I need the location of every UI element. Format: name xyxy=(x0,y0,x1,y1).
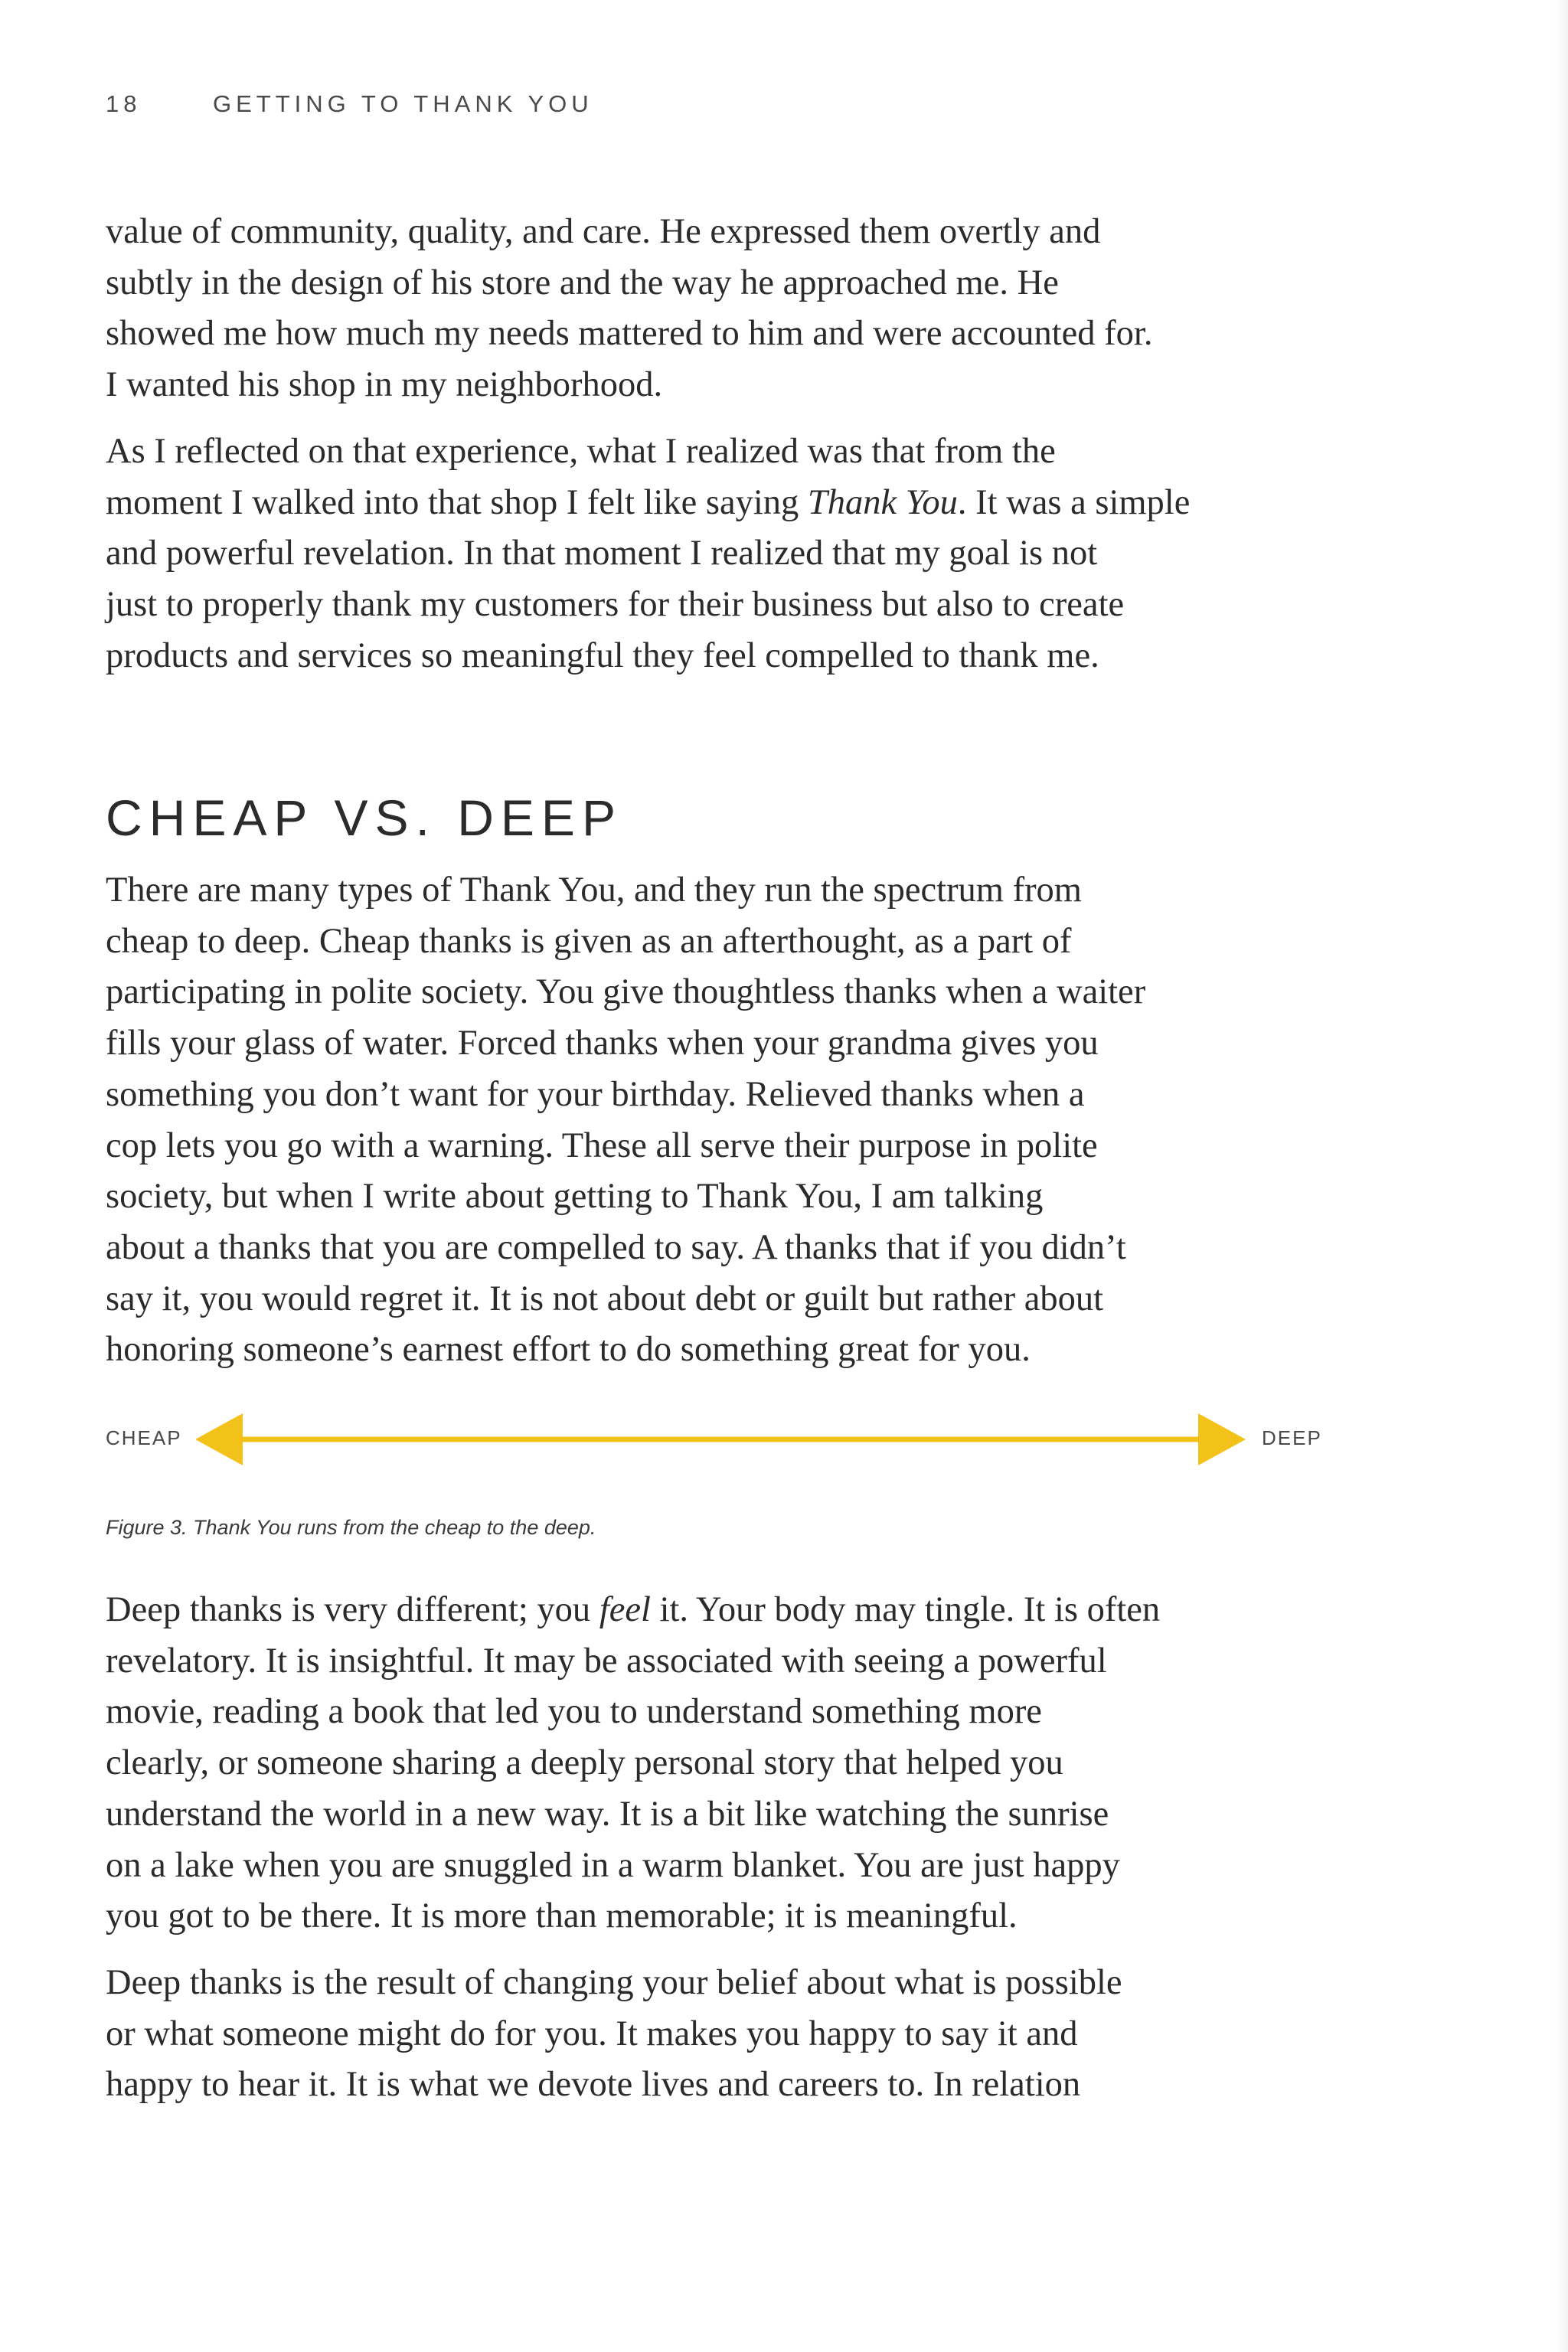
text-line: As I reflected on that experience, what I realized was that from the xyxy=(106,431,1056,471)
running-head xyxy=(106,90,593,118)
text-run: it. Your body may tingle. It is often xyxy=(650,1590,1161,1629)
text-line: you got to be there. It is more than memorable; it is meaningful. xyxy=(106,1896,1018,1936)
text-line xyxy=(106,478,1361,529)
text-line: cheap to deep. Cheap thanks is given as an afterthought, as a part of xyxy=(106,921,1072,961)
text-run: Deep thanks is very different; you xyxy=(106,1590,599,1629)
page-edge-shadow xyxy=(1554,0,1568,2352)
text-line: value of community, quality, and care. He expressed them overtly and xyxy=(106,212,1101,251)
text-line xyxy=(106,1585,1361,1636)
text-line: about a thanks that you are compelled to say. A thanks that if you didn’t xyxy=(106,1227,1126,1267)
text-line: revelatory. It is insightful. It may be associated with seeing a powerful xyxy=(106,1641,1107,1681)
arrow-head-right xyxy=(1198,1413,1246,1465)
text-line: just to properly thank my customers for their business but also to create xyxy=(106,584,1125,624)
text-line: something you don’t want for your birthday. Relieved thanks when a xyxy=(106,1074,1085,1114)
arrow-head-left xyxy=(195,1413,243,1465)
emphasis-thank-you: Thank You xyxy=(807,482,958,522)
text-line: or what someone might do for you. It makes you happy to say it and xyxy=(106,2014,1078,2053)
text-run: . It was a simple xyxy=(957,482,1191,522)
paragraph xyxy=(106,426,1361,682)
text-line: and powerful revelation. In that moment I realized that my goal is not xyxy=(106,534,1098,573)
spectrum-figure xyxy=(0,1409,1568,1501)
text-line: showed me how much my needs mattered to him and were accounted for. xyxy=(106,314,1153,354)
text-line: I wanted his shop in my neighborhood. xyxy=(106,365,663,405)
section-heading: CHEAP VS. DEEP xyxy=(106,789,622,846)
text-line: clearly, or someone sharing a deeply personal story that helped you xyxy=(106,1743,1063,1783)
section-text xyxy=(106,865,1361,1376)
paragraph xyxy=(106,1585,1361,1942)
page-number: 18 xyxy=(106,90,142,117)
cheap-label: CHEAP xyxy=(106,1426,182,1449)
text-line: movie, reading a book that led you to understand something more xyxy=(106,1692,1042,1732)
text-line: fills your glass of water. Forced thanks when your grandma gives you xyxy=(106,1024,1099,1063)
book-title: GETTING TO THANK YOU xyxy=(213,90,593,117)
intro-text xyxy=(106,207,1361,681)
text-run: moment I walked into that shop I felt like saying xyxy=(106,482,808,522)
text-line: understand the world in a new way. It is a bit like watching the sunrise xyxy=(106,1794,1109,1834)
text-line: subtly in the design of his store and the way he approached me. He xyxy=(106,263,1059,302)
text-line: participating in polite society. You give thoughtless thanks when a waiter xyxy=(106,972,1146,1012)
figure-caption: Figure 3. Thank You runs from the cheap to the deep. xyxy=(106,1516,596,1539)
paragraph xyxy=(106,207,1361,411)
paragraph xyxy=(106,865,1361,1376)
closing-text xyxy=(106,1585,1361,2111)
text-line: cop lets you go with a warning. These all serve their purpose in polite xyxy=(106,1125,1098,1165)
text-line: society, but when I write about getting to Thank You, I am talking xyxy=(106,1177,1044,1217)
paragraph xyxy=(106,1958,1361,2111)
text-line: say it, you would regret it. It is not about debt or guilt but rather about xyxy=(106,1279,1104,1318)
deep-label: DEEP xyxy=(1262,1426,1322,1449)
emphasis-feel: feel xyxy=(599,1590,651,1629)
text-line: products and services so meaningful they feel compelled to thank me. xyxy=(106,635,1099,675)
text-line: There are many types of Thank You, and they run the spectrum from xyxy=(106,871,1082,910)
text-line: on a lake when you are snuggled in a warm blanket. You are just happy xyxy=(106,1845,1120,1885)
text-line: happy to hear it. It is what we devote lives and careers to. In relation xyxy=(106,2065,1081,2105)
text-line: Deep thanks is the result of changing your belief about what is possible xyxy=(106,1962,1122,2002)
text-line: honoring someone’s earnest effort to do something great for you. xyxy=(106,1330,1031,1370)
spectrum-double-arrow xyxy=(195,1409,1252,1470)
